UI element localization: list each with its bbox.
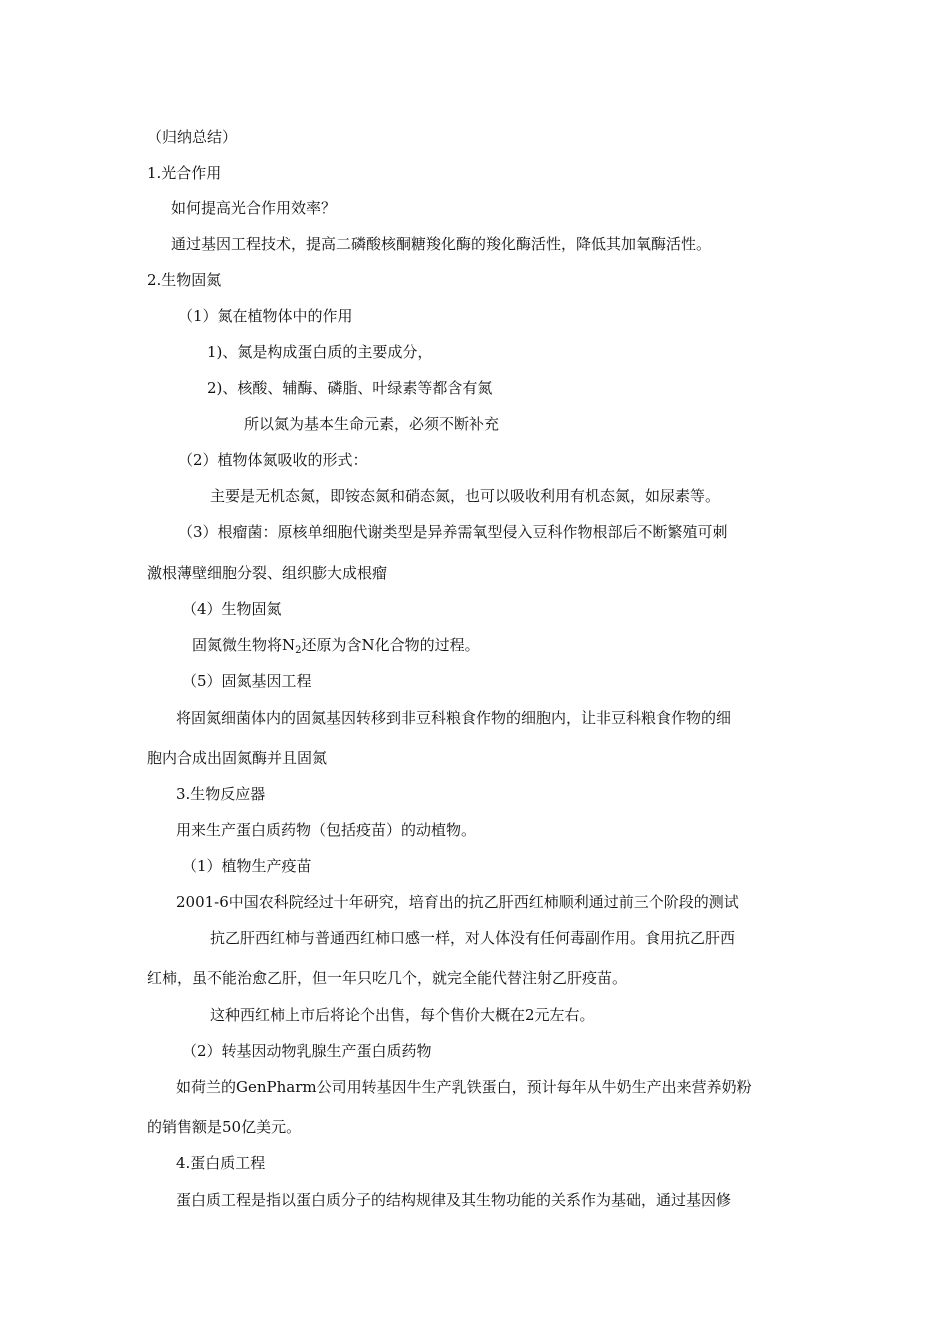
paragraph: 2001-6中国农科院经过十年研究，培育出的抗乙肝西红柿顺利通过前三个阶段的测试 <box>176 893 739 911</box>
paragraph: 通过基因工程技术，提高二磷酸核酮糖羧化酶的羧化酶活性，降低其加氧酶活性。 <box>171 235 712 253</box>
heading-protein-engineering: 4.蛋白质工程 <box>176 1154 266 1172</box>
text-run: 固氮微生物将N <box>192 636 296 654</box>
list-item: 2)、核酸、辅酶、磷脂、叶绿素等都含有氮 <box>207 379 493 397</box>
paragraph: 的销售额是50亿美元。 <box>147 1118 302 1136</box>
section-heading-summary: （归纳总结） <box>147 128 238 146</box>
heading-photosynthesis: 1.光合作用 <box>147 164 222 182</box>
paragraph: 抗乙肝西红柿与普通西红柿口感一样，对人体没有任何毒副作用。食用抗乙肝西 <box>210 929 736 947</box>
paragraph-fixation <box>192 635 480 661</box>
subheading: （4）生物固氮 <box>182 600 282 618</box>
heading-bioreactor: 3.生物反应器 <box>176 785 266 803</box>
paragraph: 蛋白质工程是指以蛋白质分子的结构规律及其生物功能的关系作为基础，通过基因修 <box>176 1191 732 1209</box>
paragraph: （3）根瘤菌：原核单细胞代谢类型是异养需氧型侵入豆科作物根部后不断繁殖可刺 <box>178 523 728 541</box>
paragraph: 所以氮为基本生命元素，必须不断补充 <box>244 415 500 433</box>
paragraph: 红柿，虽不能治愈乙肝，但一年只吃几个，就完全能代替注射乙肝疫苗。 <box>147 969 628 987</box>
paragraph: 如何提高光合作用效率？ <box>171 199 337 217</box>
subheading: （2）植物体氮吸收的形式： <box>178 451 368 469</box>
paragraph: 用来生产蛋白质药物（包括疫苗）的动植物。 <box>176 821 477 839</box>
subheading: （2）转基因动物乳腺生产蛋白质药物 <box>182 1042 432 1060</box>
paragraph: 如荷兰的GenPharm公司用转基因牛生产乳铁蛋白，预计每年从牛奶生产出来营养奶粉 <box>176 1078 752 1096</box>
heading-nitrogen-fixation: 2.生物固氮 <box>147 271 222 289</box>
paragraph: 将固氮细菌体内的固氮基因转移到非豆科粮食作物的细胞内，让非豆科粮食作物的细 <box>176 709 732 727</box>
text-run: 还原为含N化合物的过程。 <box>301 636 480 654</box>
subheading: （5）固氮基因工程 <box>182 672 312 690</box>
paragraph: 主要是无机态氮，即铵态氮和硝态氮，也可以吸收利用有机态氮，如尿素等。 <box>210 487 721 505</box>
subscript: 2 <box>295 645 302 656</box>
subheading: （1）植物生产疫苗 <box>182 857 312 875</box>
paragraph: 胞内合成出固氮酶并且固氮 <box>147 749 328 767</box>
paragraph: 这种西红柿上市后将论个出售，每个售价大概在2元左右。 <box>210 1006 595 1024</box>
paragraph: 激根薄壁细胞分裂、组织膨大成根瘤 <box>147 564 388 582</box>
subheading: （1）氮在植物体中的作用 <box>178 307 353 325</box>
list-item: 1)、氮是构成蛋白质的主要成分， <box>207 343 433 361</box>
